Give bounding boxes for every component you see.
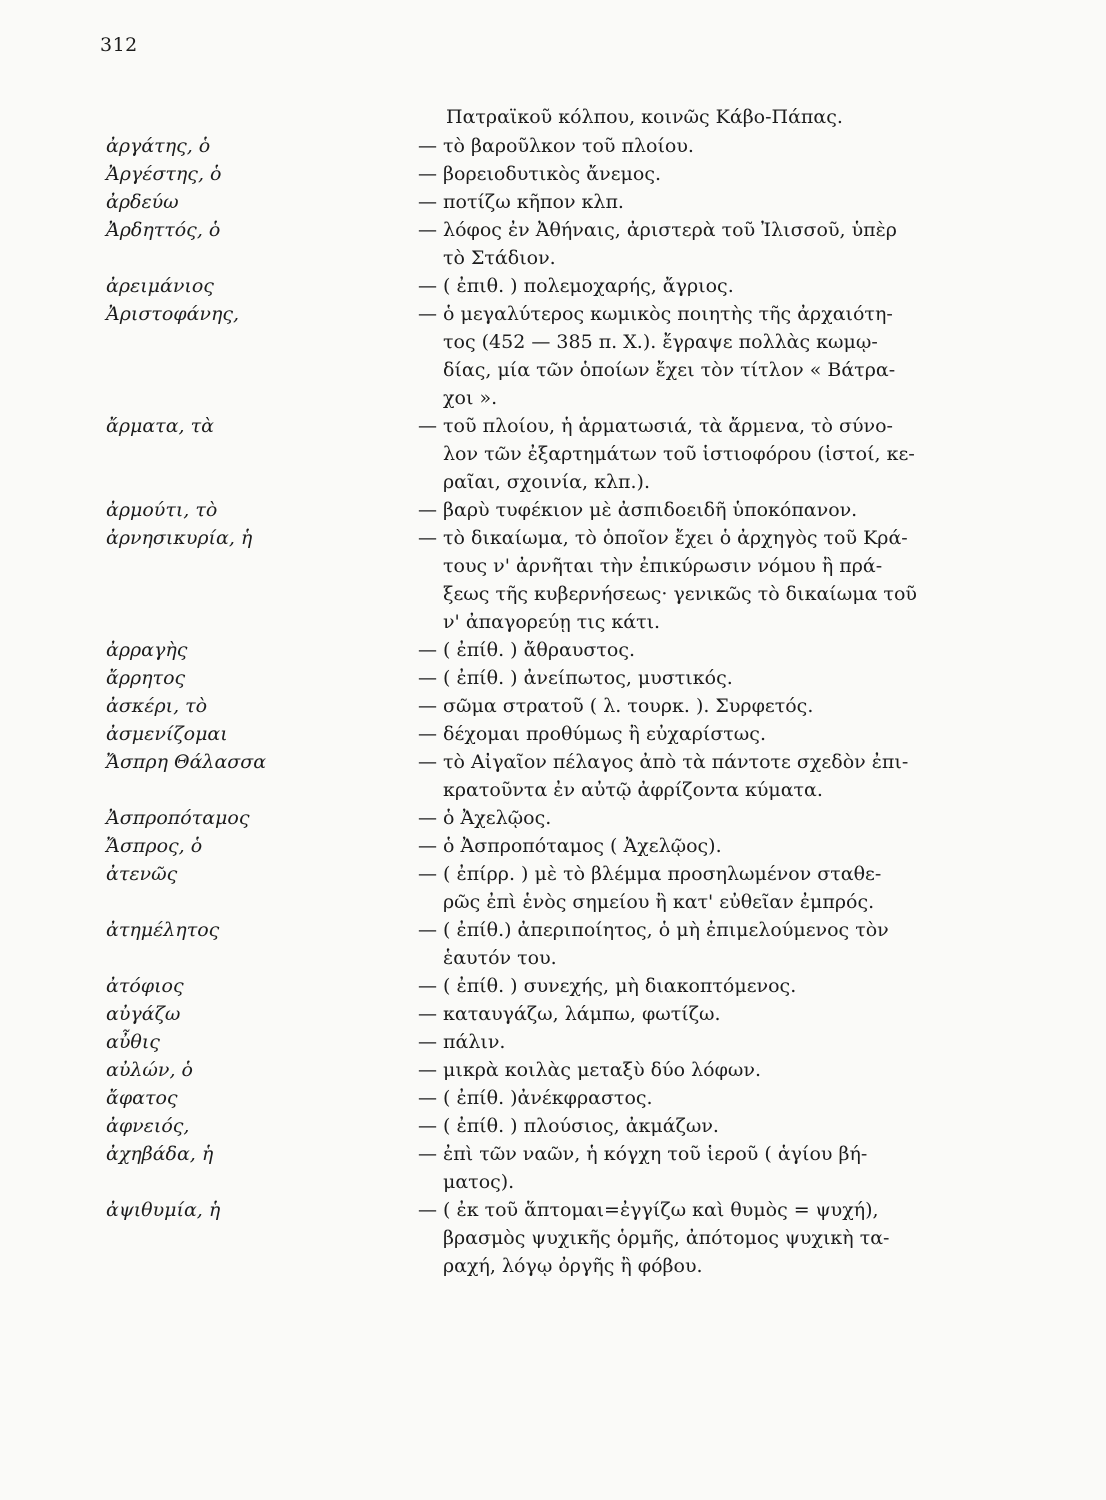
entry-definition [418,160,950,188]
entry-term: ἀτημέλητος [106,919,220,941]
dictionary-entry [0,1056,1106,1084]
entry-term: ἀτόφιος [106,975,184,997]
entry-term: ἀφνειός, [106,1115,190,1137]
entry-definition [418,1000,950,1028]
entry-definition [418,1140,950,1196]
definition-line: τους ν' ἀρνῆται τὴν ἐπικύρωσιν νόμου ἢ πρά- [443,555,883,577]
definition-line: — βορειοδυτικὸς ἄνεμος. [418,163,662,185]
entry-term: ἀργάτης, ὁ [106,135,211,157]
definition-line: ν' ἀπαγορεύῃ τις κάτι. [443,611,661,633]
dictionary-entry [0,300,1106,412]
entry-definition [418,860,950,916]
definition-line: — ὁ Ἀχελῷος. [418,807,552,829]
entry-definition [418,692,950,720]
entry-term: ἀρμούτι, τὸ [106,499,218,521]
intro-line: Πατραϊκοῦ κόλπου, κοινῶς Κάβο-Πάπας. [446,106,843,128]
definition-line: — τὸ Αἰγαῖον πέλαγος ἀπὸ τὰ πάντοτε σχεδὸν ἐπι- [418,751,909,773]
definition-line: ματος). [443,1171,515,1193]
definition-line: κρατοῦντα ἐν αὐτῷ ἀφρίζοντα κύματα. [443,779,823,801]
dictionary-entry [0,1028,1106,1056]
definition-line: — ἐπὶ τῶν ναῶν, ἡ κόγχη τοῦ ἱεροῦ ( ἁγίου βή- [418,1143,868,1165]
definition-line: ραχή, λόγῳ ὀργῆς ἢ φόβου. [443,1255,703,1277]
dictionary-entry [0,524,1106,636]
dictionary-entry [0,412,1106,496]
dictionary-entry [0,1000,1106,1028]
entry-term: Ἄσπρη Θάλασσα [106,751,267,773]
definition-line: — ( ἐπίθ. ) πλούσιος, ἀκμάζων. [418,1115,719,1137]
entry-term: αὐλών, ὁ [106,1059,193,1081]
definition-line: — σῶμα στρατοῦ ( λ. τουρκ. ). Συρφετός. [418,695,814,717]
entry-term: ἀρειμάνιος [106,275,214,297]
definition-line: — τὸ βαροῦλκον τοῦ πλοίου. [418,135,694,157]
entry-definition [418,1056,950,1084]
entry-term: Ἀρδηττός, ὁ [106,219,221,241]
dictionary-entry [0,1084,1106,1112]
definition-line: — ( ἐπίθ. ) συνεχής, μὴ διακοπτόμενος. [418,975,797,997]
definition-line: — ( ἐπίθ. ) ἀνείπωτος, μυστικός. [418,667,733,689]
definition-line: — τὸ δικαίωμα, τὸ ὁποῖον ἔχει ὁ ἀρχηγὸς τοῦ Κρά- [418,527,908,549]
entry-term: αὖθις [106,1031,160,1053]
definition-line: — ποτίζω κῆπον κλπ. [418,191,624,213]
entry-definition [418,972,950,1000]
definition-line: — τοῦ πλοίου, ἡ ἁρματωσιά, τὰ ἄρμενα, τὸ σύνο- [418,415,893,437]
definition-line: — ( ἐπίθ.) ἀπεριποίητος, ὁ μὴ ἐπιμελούμενος τὸν [418,919,889,941]
definition-line: — καταυγάζω, λάμπω, φωτίζω. [418,1003,721,1025]
dictionary-entry [0,1196,1106,1280]
entry-definition [418,412,950,496]
definition-line: — ( ἐπίθ. ) ἄθραυστος. [418,639,636,661]
definition-line: τὸ Στάδιον. [443,247,556,269]
entry-term: ἄρρητος [106,667,186,689]
entry-term: ἀρδεύω [106,191,179,213]
dictionary-entry [0,1140,1106,1196]
entry-term: Ἀριστοφάνης, [106,303,240,325]
definition-line: — ( ἐπίρρ. ) μὲ τὸ βλέμμα προσηλωμένον σταθε- [418,863,882,885]
entry-term: Ἀσπροπόταμος [106,807,250,829]
definition-line: — βαρὺ τυφέκιον μὲ ἀσπιδοειδῆ ὑποκόπανον. [418,499,858,521]
definition-line: — μικρὰ κοιλὰς μεταξὺ δύο λόφων. [418,1059,761,1081]
entry-definition [418,496,950,524]
dictionary-entry [0,916,1106,972]
entry-term: ἄρματα, τὰ [106,415,214,437]
entry-definition [418,664,950,692]
entry-definition [418,524,950,636]
definition-line: — λόφος ἐν Ἀθήναις, ἀριστερὰ τοῦ Ἰλισσοῦ, ὑπὲρ [418,219,897,241]
entry-term: ἄφατος [106,1087,178,1109]
dictionary-entries [0,132,1106,1280]
definition-line: δίας, μία τῶν ὁποίων ἔχει τὸν τίτλον « Βάτρα- [443,359,896,381]
entry-definition [418,1028,950,1056]
entry-definition [418,132,950,160]
entry-term: ἀρραγὴς [106,639,188,661]
dictionary-entry [0,664,1106,692]
entry-definition [418,1112,950,1140]
entry-term: Ἄσπρος, ὁ [106,835,203,857]
entry-term: ἀχηβάδα, ἡ [106,1143,214,1165]
definition-line: — ( ἐκ τοῦ ἅπτομαι=ἐγγίζω καὶ θυμὸς = ψυχή), [418,1199,879,1221]
entry-term: ἀσκέρι, τὸ [106,695,208,717]
definition-line: ξεως τῆς κυβερνήσεως· γενικῶς τὸ δικαίωμα τοῦ [443,583,917,605]
entry-definition [418,916,950,972]
dictionary-entry [0,1112,1106,1140]
entry-term: ἀτενῶς [106,863,178,885]
entry-term: ἀψιθυμία, ἡ [106,1199,221,1221]
entry-definition [418,1196,950,1280]
dictionary-entry [0,132,1106,160]
definition-line: βρασμὸς ψυχικῆς ὁρμῆς, ἀπότομος ψυχικὴ τα- [443,1227,890,1249]
definition-line: — ( ἐπιθ. ) πολεμοχαρής, ἄγριος. [418,275,734,297]
entry-definition [418,300,950,412]
dictionary-entry [0,188,1106,216]
entry-definition [418,748,950,804]
dictionary-entry [0,692,1106,720]
page-number: 312 [100,34,138,56]
entry-definition [418,636,950,664]
entry-definition [418,804,950,832]
dictionary-entry [0,860,1106,916]
definition-line: — δέχομαι προθύμως ἢ εὐχαρίστως. [418,723,766,745]
dictionary-entry [0,832,1106,860]
definition-line: χοι ». [443,387,498,409]
entry-term: ἀσμενίζομαι [106,723,228,745]
dictionary-entry [0,804,1106,832]
entry-definition [418,832,950,860]
definition-line: λον τῶν ἐξαρτημάτων τοῦ ἱστιοφόρου (ἱστοί, κε- [443,443,915,465]
dictionary-entry [0,748,1106,804]
entry-definition [418,1084,950,1112]
dictionary-entry [0,272,1106,300]
entry-definition [418,720,950,748]
definition-line: ρῶς ἐπὶ ἑνὸς σημείου ἢ κατ' εὐθεῖαν ἐμπρός. [443,891,875,913]
dictionary-entry [0,720,1106,748]
entry-term: Ἀργέστης, ὁ [106,163,222,185]
entry-term: ἀρνησικυρία, ἡ [106,527,253,549]
dictionary-entry [0,496,1106,524]
entry-term: αὐγάζω [106,1003,181,1025]
definition-line: — ( ἐπίθ. )ἀνέκφραστος. [418,1087,653,1109]
definition-line: — ὁ μεγαλύτερος κωμικὸς ποιητὴς τῆς ἀρχαιότη- [418,303,893,325]
definition-line: — ὁ Ἀσπροπόταμος ( Ἀχελῷος). [418,835,722,857]
dictionary-entry [0,972,1106,1000]
dictionary-entry [0,160,1106,188]
entry-definition [418,272,950,300]
dictionary-entry [0,216,1106,272]
definition-line: τος (452 — 385 π. Χ.). ἔγραψε πολλὰς κωμῳ- [443,331,878,353]
entry-definition [418,188,950,216]
entry-definition [418,216,950,272]
definition-line: ραῖαι, σχοινία, κλπ.). [443,471,650,493]
definition-line: ἑαυτόν του. [443,947,557,969]
definition-line: — πάλιν. [418,1031,506,1053]
dictionary-entry [0,636,1106,664]
